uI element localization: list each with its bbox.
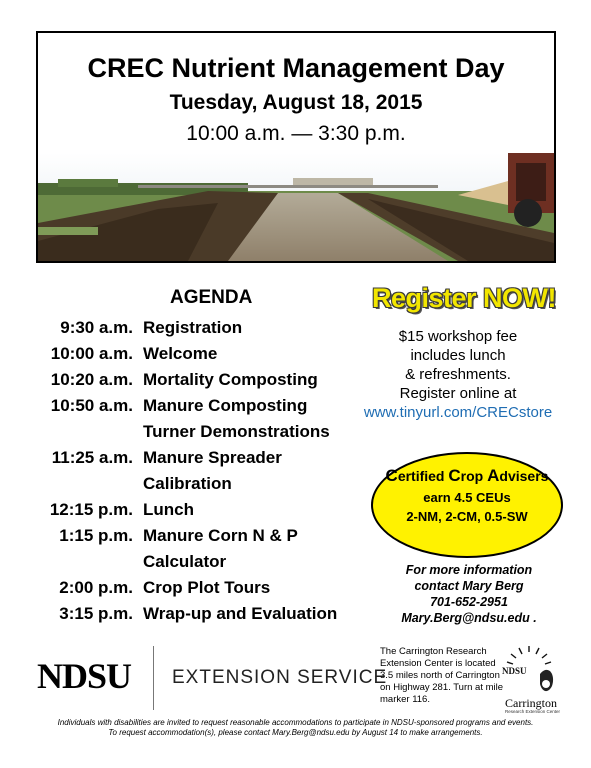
cca-ceus: earn 4.5 CEUs (423, 490, 511, 505)
agenda-time: 10:50 a.m. (50, 396, 133, 415)
carrington-subtitle: Research Extension Center (505, 709, 561, 714)
accessibility-footer: Individuals with disabilities are invited to request reasonable accommodations to participate in NDSU-sponsored programs and events. To request accommodation(s), please contact Mary.Berg@ndsu.edu by August 14 to make arrangements. (57, 718, 534, 737)
agenda-time: 9:30 a.m. (60, 318, 133, 337)
agenda-time: 2:00 p.m. (59, 578, 133, 597)
logo-divider (153, 646, 154, 710)
event-time: 10:00 a.m. — 3:30 p.m. (186, 122, 406, 145)
ndsu-logo: NDSU (37, 656, 132, 696)
agenda-title: AGENDA (170, 287, 253, 308)
fee-line: Register online at (399, 385, 517, 402)
fee-line: $15 workshop fee (398, 328, 518, 345)
registration-link[interactable]: www.tinyurl.com/CRECstore (363, 404, 553, 421)
fee-line: includes lunch (410, 347, 506, 364)
agenda-event: Wrap-up and Evaluation (143, 604, 338, 623)
agenda-time: 1:15 p.m. (59, 526, 133, 545)
agenda-event: Mortality Composting (143, 370, 318, 389)
agenda-event: Manure Spreader (143, 448, 282, 467)
agenda-event: Calculator (143, 552, 227, 571)
contact-info: For more information contact Mary Berg 701-652-2951 Mary.Berg@ndsu.edu . (374, 562, 564, 626)
cca-breakdown: 2-NM, 2-CM, 0.5-SW (406, 509, 528, 524)
crest-text: NDSU (502, 666, 527, 676)
agenda-time: 3:15 p.m. (59, 604, 133, 623)
register-now-headline: Register NOW! (372, 283, 557, 313)
event-date: Tuesday, August 18, 2015 (169, 91, 423, 114)
cca-badge (371, 452, 563, 558)
center-location-info: The Carrington Research Extension Center is located 3.5 miles north of Carrington on Highway 281. Turn at mile marker 116. (380, 646, 504, 705)
agenda-event: Welcome (143, 344, 218, 363)
carrington-name: Carrington (505, 696, 557, 710)
agenda-time: 11:25 a.m. (51, 448, 133, 467)
agenda-event: Calibration (143, 474, 232, 493)
agenda-event: Manure Corn N & P (143, 526, 298, 545)
agenda-time: 10:20 a.m. (50, 370, 133, 389)
registration-info (358, 327, 558, 422)
agenda-time: 12:15 p.m. (49, 500, 133, 519)
event-title: CREC Nutrient Management Day (87, 53, 505, 83)
agenda-event: Turner Demonstrations (143, 422, 330, 441)
contact-email[interactable]: Mary.Berg@ndsu.edu . (401, 611, 537, 625)
farm-photo (38, 153, 554, 261)
agenda-event: Registration (143, 318, 243, 337)
agenda-event: Lunch (143, 500, 194, 519)
header-frame (36, 31, 556, 263)
extension-service-logo: EXTENSION SERVICE (172, 667, 388, 688)
agenda-event: Crop Plot Tours (143, 578, 271, 597)
cca-title: Certified Crop Advisers (385, 466, 549, 485)
agenda-time: 10:00 a.m. (50, 344, 133, 363)
agenda-event: Manure Composting (143, 396, 308, 415)
fee-line: & refreshments. (405, 366, 511, 383)
